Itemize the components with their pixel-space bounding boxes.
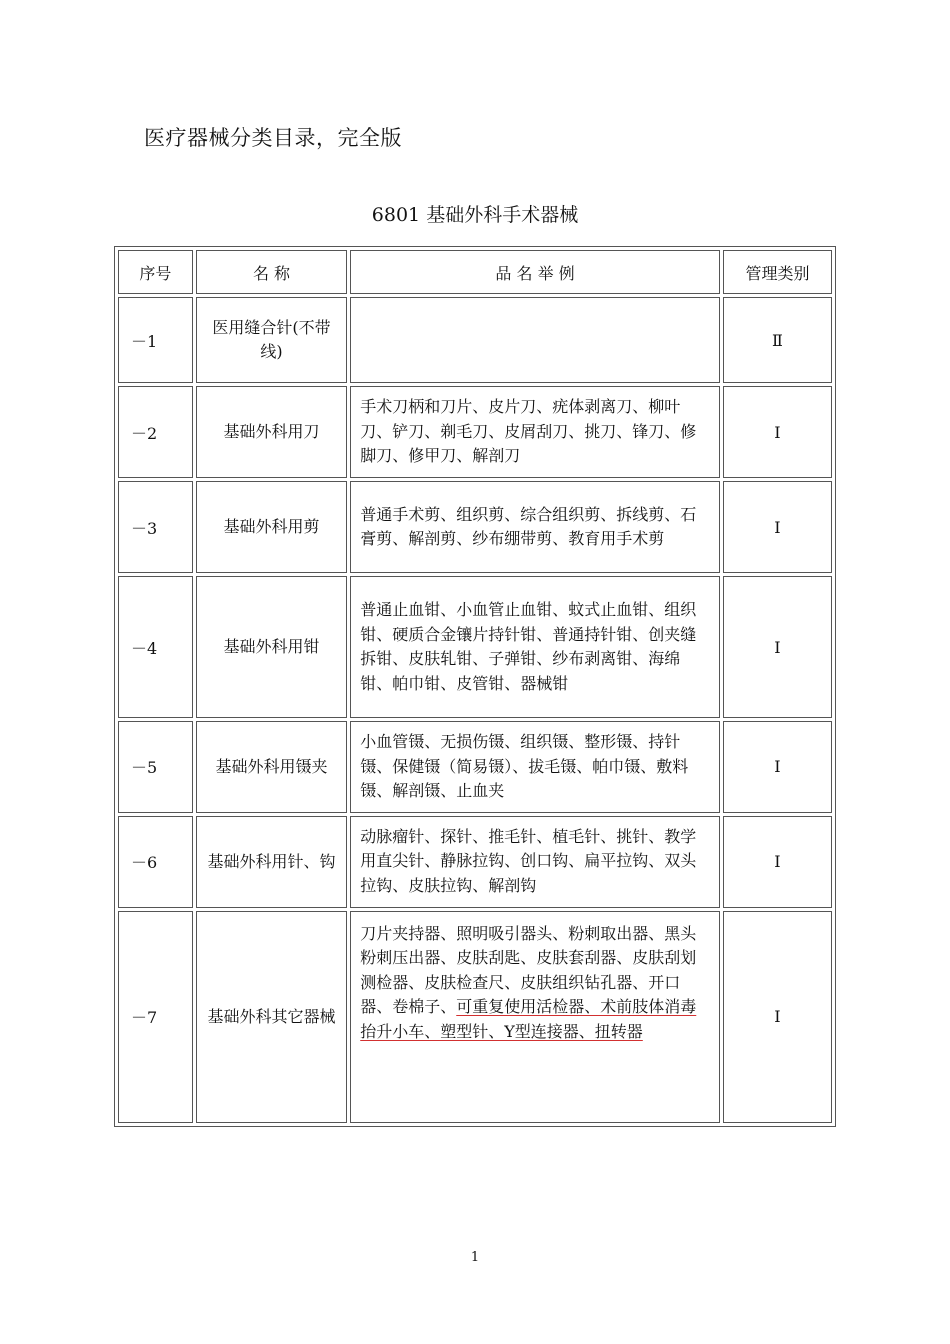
row-class: Ⅰ — [723, 481, 832, 573]
row-examples-text: 刀片夹持器、照明吸引器头、粉刺取出器、黑头粉刺压出器、皮肤刮匙、皮肤套刮器、皮肤刮划测检器、皮肤检查尺、皮肤组织钻孔器、开口器、卷棉子、 — [360, 923, 697, 1016]
row-class: Ⅱ — [723, 297, 832, 383]
table-header-row — [118, 250, 832, 294]
document-title: 医疗器械分类目录，完全版 — [144, 126, 402, 150]
table-row — [118, 297, 832, 383]
row-class: Ⅰ — [723, 721, 832, 813]
row-name: 基础外科用钳 — [196, 576, 348, 718]
table-row — [118, 386, 832, 478]
header-class: 管理类别 — [723, 250, 832, 294]
row-name: 基础外科用剪 — [196, 481, 348, 573]
header-name: 名 称 — [196, 250, 348, 294]
section-title: 6801 基础外科手术器械 — [371, 204, 579, 226]
table-row — [118, 816, 832, 908]
row-name: 基础外科其它器械 — [196, 911, 348, 1123]
row-examples — [350, 297, 720, 383]
row-examples: 普通止血钳、小血管止血钳、蚊式止血钳、组织钳、硬质合金镶片持针钳、普通持针钳、创夹缝拆钳、皮肤轧钳、子弹钳、纱布剥离钳、海绵钳、帕巾钳、皮管钳、器械钳 — [350, 576, 720, 718]
row-examples: 手术刀柄和刀片、皮片刀、疣体剥离刀、柳叶刀、铲刀、剃毛刀、皮屑刮刀、挑刀、锋刀、修脚刀、修甲刀、解剖刀 — [350, 386, 720, 478]
row-class: Ⅰ — [723, 576, 832, 718]
row-seq: －6 — [118, 816, 193, 908]
row-examples: 小血管镊、无损伤镊、组织镊、整形镊、持针镊、保健镊（简易镊）、拔毛镊、帕巾镊、敷料镊、解剖镊、止血夹 — [350, 721, 720, 813]
row-class: Ⅰ — [723, 816, 832, 908]
row-seq: －3 — [118, 481, 193, 573]
row-name: 基础外科用镊夹 — [196, 721, 348, 813]
row-seq: －5 — [118, 721, 193, 813]
row-class: Ⅰ — [723, 386, 832, 478]
row-seq: －1 — [118, 297, 193, 383]
row-examples: 普通手术剪、组织剪、综合组织剪、拆线剪、石膏剪、解剖剪、纱布绷带剪、教育用手术剪 — [350, 481, 720, 573]
classification-table — [114, 246, 836, 1127]
row-seq: －4 — [118, 576, 193, 718]
table-row — [118, 911, 832, 1123]
row-examples: 动脉瘤针、探针、推毛针、植毛针、挑针、教学用直尖针、静脉拉钩、创口钩、扁平拉钩、双头拉钩、皮肤拉钩、解剖钩 — [350, 816, 720, 908]
table-row — [118, 481, 832, 573]
row-class: Ⅰ — [723, 911, 832, 1123]
row-name: 基础外科用针、钩 — [196, 816, 348, 908]
row-name: 基础外科用刀 — [196, 386, 348, 478]
row-examples — [350, 911, 720, 1123]
row-seq: －2 — [118, 386, 193, 478]
header-examples: 品 名 举 例 — [350, 250, 720, 294]
table-row — [118, 576, 832, 718]
row-name: 医用缝合针(不带线) — [196, 297, 348, 383]
header-seq: 序号 — [118, 250, 193, 294]
page-number: 1 — [470, 1250, 480, 1265]
table-row — [118, 721, 832, 813]
row-examples-underlined: 可重复使用活检器、术前肢体消毒抬升小车、塑型针、Y型连接器、扭转器 — [360, 997, 697, 1041]
row-seq: －7 — [118, 911, 193, 1123]
